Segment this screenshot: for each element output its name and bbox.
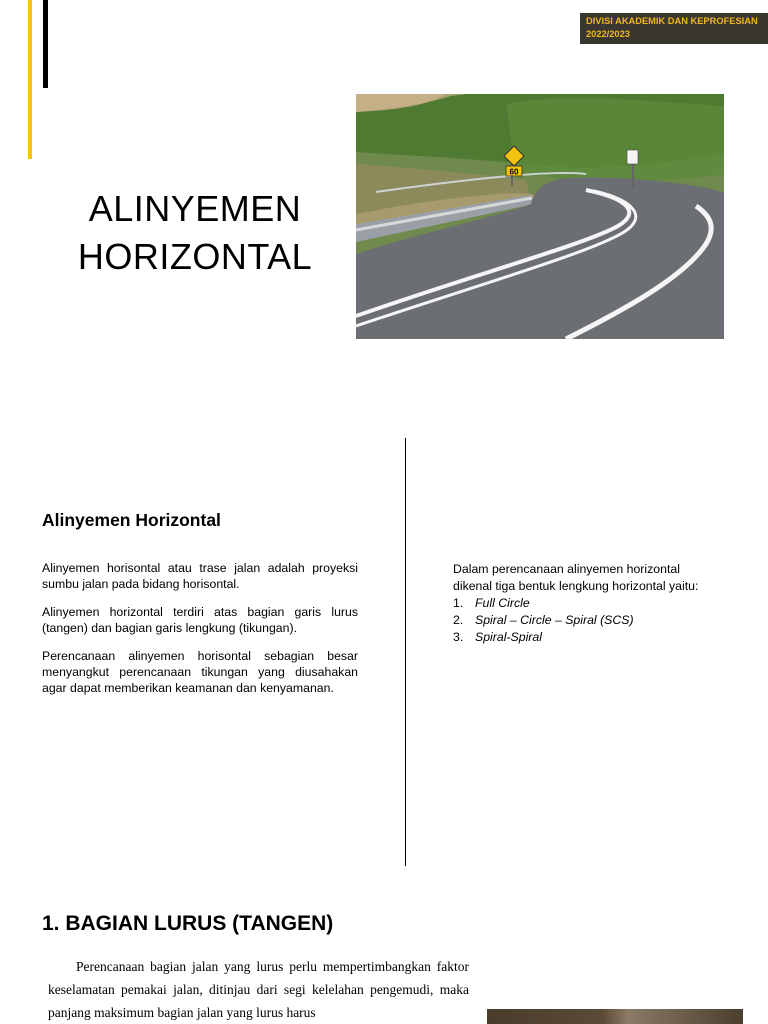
speed-sign-label: 60 xyxy=(509,167,519,177)
badge-line-2: 2022/2023 xyxy=(586,29,630,39)
curve-types-intro: Dalam perencanaan alinyemen horizontal dikenal tiga bentuk lengkung horizontal yaitu: xyxy=(453,562,699,593)
list-item-text: Spiral-Spiral xyxy=(475,630,542,644)
tangent-section-heading: 1. BAGIAN LURUS (TANGEN) xyxy=(42,912,334,935)
title-line-1: ALINYEMEN xyxy=(88,188,302,229)
accent-bar-yellow xyxy=(28,0,32,159)
division-badge xyxy=(580,13,768,44)
badge-line-1: DIVISI AKADEMIK DAN KEPROFESIAN xyxy=(586,16,758,26)
title-line-2: HORIZONTAL xyxy=(77,236,313,277)
paragraph-planning: Perencanaan alinyemen horisontal sebagian besar menyangkut perencanaan tikungan yang diusahakan agar dapat memberikan keamanan dan kenyamanan. xyxy=(42,649,358,695)
road-photo-partial xyxy=(487,1009,743,1024)
tangent-section-body: Perencanaan bagian jalan yang lurus perlu mempertimbangkan faktor keselamatan pemakai jalan, ditinjau dari segi kelelahan pengemudi, maka panjang maksimum bagian jalan yang lurus harus xyxy=(48,959,469,1020)
section-heading: Alinyemen Horizontal xyxy=(42,510,221,530)
list-item-number: 1. xyxy=(453,596,464,610)
curve-types-list xyxy=(453,595,713,646)
list-item xyxy=(453,595,713,612)
paragraph-components: Alinyemen horizontal terdiri atas bagian garis lurus (tangen) dan bagian garis lengkung (tikungan). xyxy=(42,605,358,635)
road-curve-photo xyxy=(356,94,724,339)
list-item xyxy=(453,629,713,646)
column-divider xyxy=(405,438,406,866)
curve-types-block xyxy=(453,561,713,646)
paragraph-definition: Alinyemen horisontal atau trase jalan adalah proyeksi sumbu jalan pada bidang horisontal. xyxy=(42,561,358,591)
page-title xyxy=(70,185,320,281)
list-item-text: Spiral – Circle – Spiral (SCS) xyxy=(475,613,634,627)
list-item xyxy=(453,612,713,629)
accent-bar-black xyxy=(43,0,48,88)
list-item-number: 3. xyxy=(453,630,464,644)
list-item-number: 2. xyxy=(453,613,464,627)
list-item-text: Full Circle xyxy=(475,596,530,610)
